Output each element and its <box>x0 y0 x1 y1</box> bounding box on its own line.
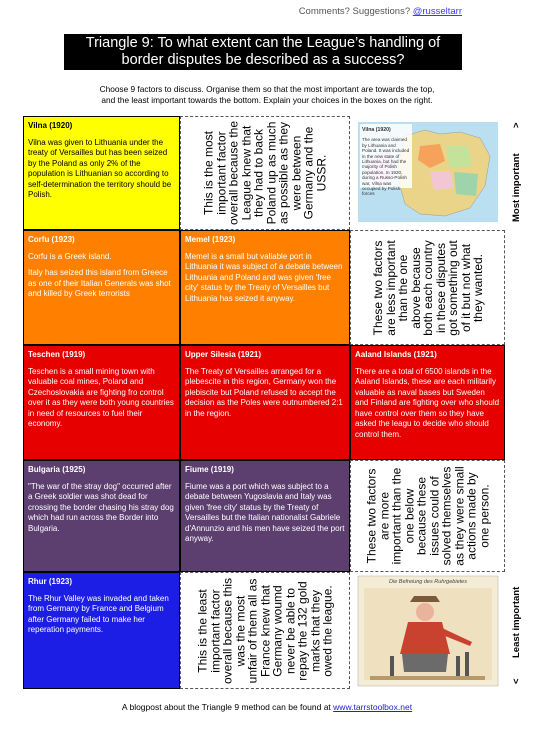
card-title: Corfu (1923) <box>28 235 75 244</box>
footer-text: A blogpost about the Triangle 9 method can be found at <box>121 702 331 712</box>
card-text-1: Corfu is a Greek island. <box>28 251 112 261</box>
least-important-text: Least important <box>511 586 522 658</box>
arrow-up-icon: > <box>511 122 522 128</box>
card-upper-silesia <box>180 345 350 460</box>
card-title: Upper Silesia (1921) <box>185 350 262 359</box>
map-caption-text: The area was claimed by Lithuania and Poland. It was included in the new state of Lithuania, but had the majority of Polish population. In 1920, during a Russo-Polish war, Vilna was occupied by Polish forces <box>362 137 410 197</box>
card-text: The Treaty of Versailles arranged for a plebescite in this region, Germany won the plebiscite but Poland refused to accept the decision as the Poles were outnumbered 2:1 in the region. <box>185 366 343 418</box>
cartoon-illustration-icon <box>350 572 505 689</box>
explanation-text: These two factors are less important than the one above because both each country in these disputes got something out of it but not what they wanted. <box>370 239 485 336</box>
cartoon-caption: Die Befreiung des Ruhrgebietes <box>389 579 467 585</box>
explanation-text: This is the least important factor overall because this was the most unfair of them all as France knew that Germany woumd never be able to repay the 132 gold marks that they owed the league. <box>195 577 335 684</box>
map-caption <box>362 128 410 197</box>
vilna-map-image <box>350 116 505 230</box>
card-text: Memel is a small but valiable port in Lithuania it was subject of a debate between Lithuania and Poland and was given 'free city' status by the Treaty of Versailles but Lithuania has seized it anyway. <box>185 251 343 303</box>
ruhr-cartoon-image <box>350 572 505 689</box>
card-title: Vilna (1920) <box>28 121 73 130</box>
card-rhur <box>23 572 180 689</box>
explanation-top[interactable] <box>180 116 350 230</box>
card-memel <box>180 230 350 345</box>
explanation-bottom[interactable] <box>180 572 350 689</box>
map-title: Vilna (1920) <box>362 127 391 133</box>
arrow-down-icon: < <box>511 678 522 684</box>
card-text: Teschen is a small mining town with valuable coal mines, Poland and Czechoslovakia are fighting fro control over it as they were both young countries in need of resources to fuel their economy. <box>28 366 174 428</box>
footer-link[interactable]: www.tarrstoolbox.net <box>333 702 413 712</box>
explanation-text: These two factors are more important than the one below because these issues could of solved themselves as they were small actions made by one person. <box>364 466 491 566</box>
card-text: "The war of the stray dog" occurred after a Greek soldier was shot dead for crossing the border chasing his stray dog which had run across the Border into Bulgaria. <box>28 481 174 533</box>
card-text-2: Italy has seized this island from Greece as one of their Italian Generals was shot and killed by Greek terrorists <box>28 268 171 298</box>
instructions-line-1: Choose 9 factors to discuss. Organise them so that the most important are towards the top, <box>99 84 435 94</box>
card-corfu <box>23 230 180 345</box>
card-text: There are a total of 6500 islands in the Aaland Islands, these are each militarily valuable as naval bases but Sweden and Finland are fighting over who should have control over them so they have asked the leagu to decide who should control them. <box>355 366 500 439</box>
most-important-text: Most important <box>511 153 522 222</box>
explanation-lower[interactable] <box>350 460 505 572</box>
card-text: Fiume was a port which was subject to a debate between Yugoslavia and Italy was given 'free city' status by the Treaty of Versailles but the Italian nationalist Gabriele d'Annunzio and his men have seized the port anyway. <box>185 481 345 543</box>
card-bulgaria <box>23 460 180 572</box>
card-teschen <box>23 345 180 460</box>
card-text: The Rhur Valley was invaded and taken from Germany by France and Belgium after Germany failed to make her reperation payments. <box>28 593 169 634</box>
card-title: Aaland Islands (1921) <box>355 350 437 359</box>
least-important-label <box>511 587 522 658</box>
card-title: Bulgaria (1925) <box>28 465 86 474</box>
card-vilna <box>23 116 180 230</box>
card-text: Vilna was given to Lithuania under the treaty of Versailles but has been seized by the Poland as only 2% of the population is Lithuanian so according to self-determination the territory should be Polish. <box>28 137 172 199</box>
page-title: Triangle 9: To what extent can the League’s handling of border disputes be described as a success? <box>64 34 462 70</box>
footer <box>0 702 534 712</box>
card-title: Fiume (1919) <box>185 465 234 474</box>
card-title: Rhur (1923) <box>28 577 73 586</box>
card-title: Memel (1923) <box>185 235 236 244</box>
explanation-upper[interactable] <box>350 230 505 345</box>
card-title: Teschen (1919) <box>28 350 86 359</box>
card-fiume <box>180 460 350 572</box>
twitter-link[interactable]: @russeltarr <box>412 6 462 17</box>
card-aaland-islands <box>350 345 505 460</box>
most-important-label <box>511 153 522 222</box>
comments-line <box>0 6 462 17</box>
instructions <box>40 84 494 106</box>
instructions-line-2: and the least important towards the bottom. Explain your choices in the boxes on the right. <box>101 95 433 105</box>
explanation-text: This is the most important factor overall because the League knew that they had to back Poland up as much as possible as they were between Germany and the USSR. <box>201 120 328 226</box>
comments-label: Comments? Suggestions? <box>298 6 411 17</box>
